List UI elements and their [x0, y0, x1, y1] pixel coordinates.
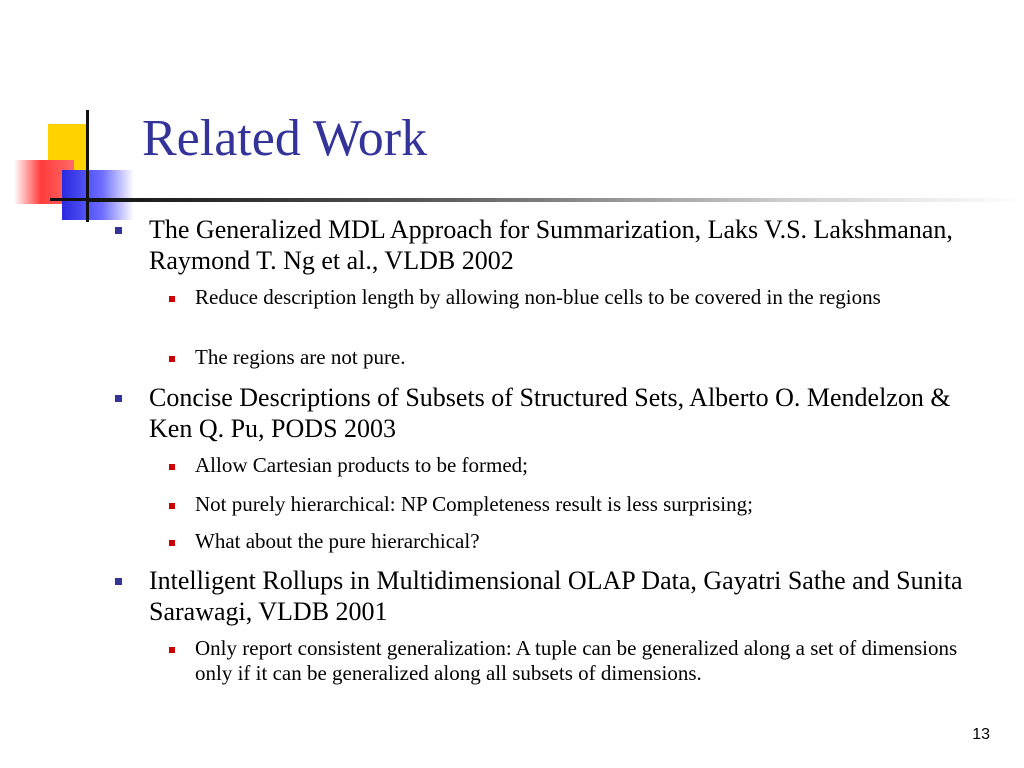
- list-item-text: Intelligent Rollups in Multidimensional OLAP Data, Gayatri Sathe and Sunita Sarawagi, VLDB 2001: [149, 566, 963, 626]
- sub-list-item-text: Only report consistent generalization: A tuple can be generalized along a set of dimensions only if it can be generalized along all subsets of dimensions.: [195, 636, 958, 685]
- sub-list-item-text: Not purely hierarchical: NP Completeness result is less surprising;: [195, 492, 753, 516]
- list-item-text: Concise Descriptions of Subsets of Structured Sets, Alberto O. Mendelzon & Ken Q. Pu, PODS 2003: [149, 383, 951, 443]
- sub-list-item-text: Reduce description length by allowing non-blue cells to be covered in the regions: [195, 285, 881, 309]
- logo-vertical-line: [86, 110, 89, 222]
- sub-bullet-marker: [169, 503, 175, 509]
- title-underline: [88, 198, 1024, 202]
- sub-bullet-marker: [169, 464, 175, 470]
- sub-bullet-marker: [169, 296, 175, 302]
- bullet-marker: [115, 578, 122, 585]
- sub-list-item-text: The regions are not pure.: [195, 345, 406, 369]
- sub-list-item-text: What about the pure hierarchical?: [195, 529, 480, 553]
- bullet-marker: [115, 227, 122, 234]
- sub-bullet-marker: [169, 356, 175, 362]
- sub-bullet-marker: [169, 647, 175, 653]
- slide-title: Related Work: [142, 110, 428, 167]
- logo-blue-square: [62, 170, 134, 220]
- sub-bullet-marker: [169, 540, 175, 546]
- list-item-text: The Generalized MDL Approach for Summarization, Laks V.S. Lakshmanan, Raymond T. Ng et al., VLDB 2002: [149, 215, 953, 275]
- decorative-logo: [0, 100, 150, 230]
- bullet-marker: [115, 395, 122, 402]
- page-number: 13: [972, 726, 990, 743]
- sub-list-item-text: Allow Cartesian products to be formed;: [195, 453, 529, 477]
